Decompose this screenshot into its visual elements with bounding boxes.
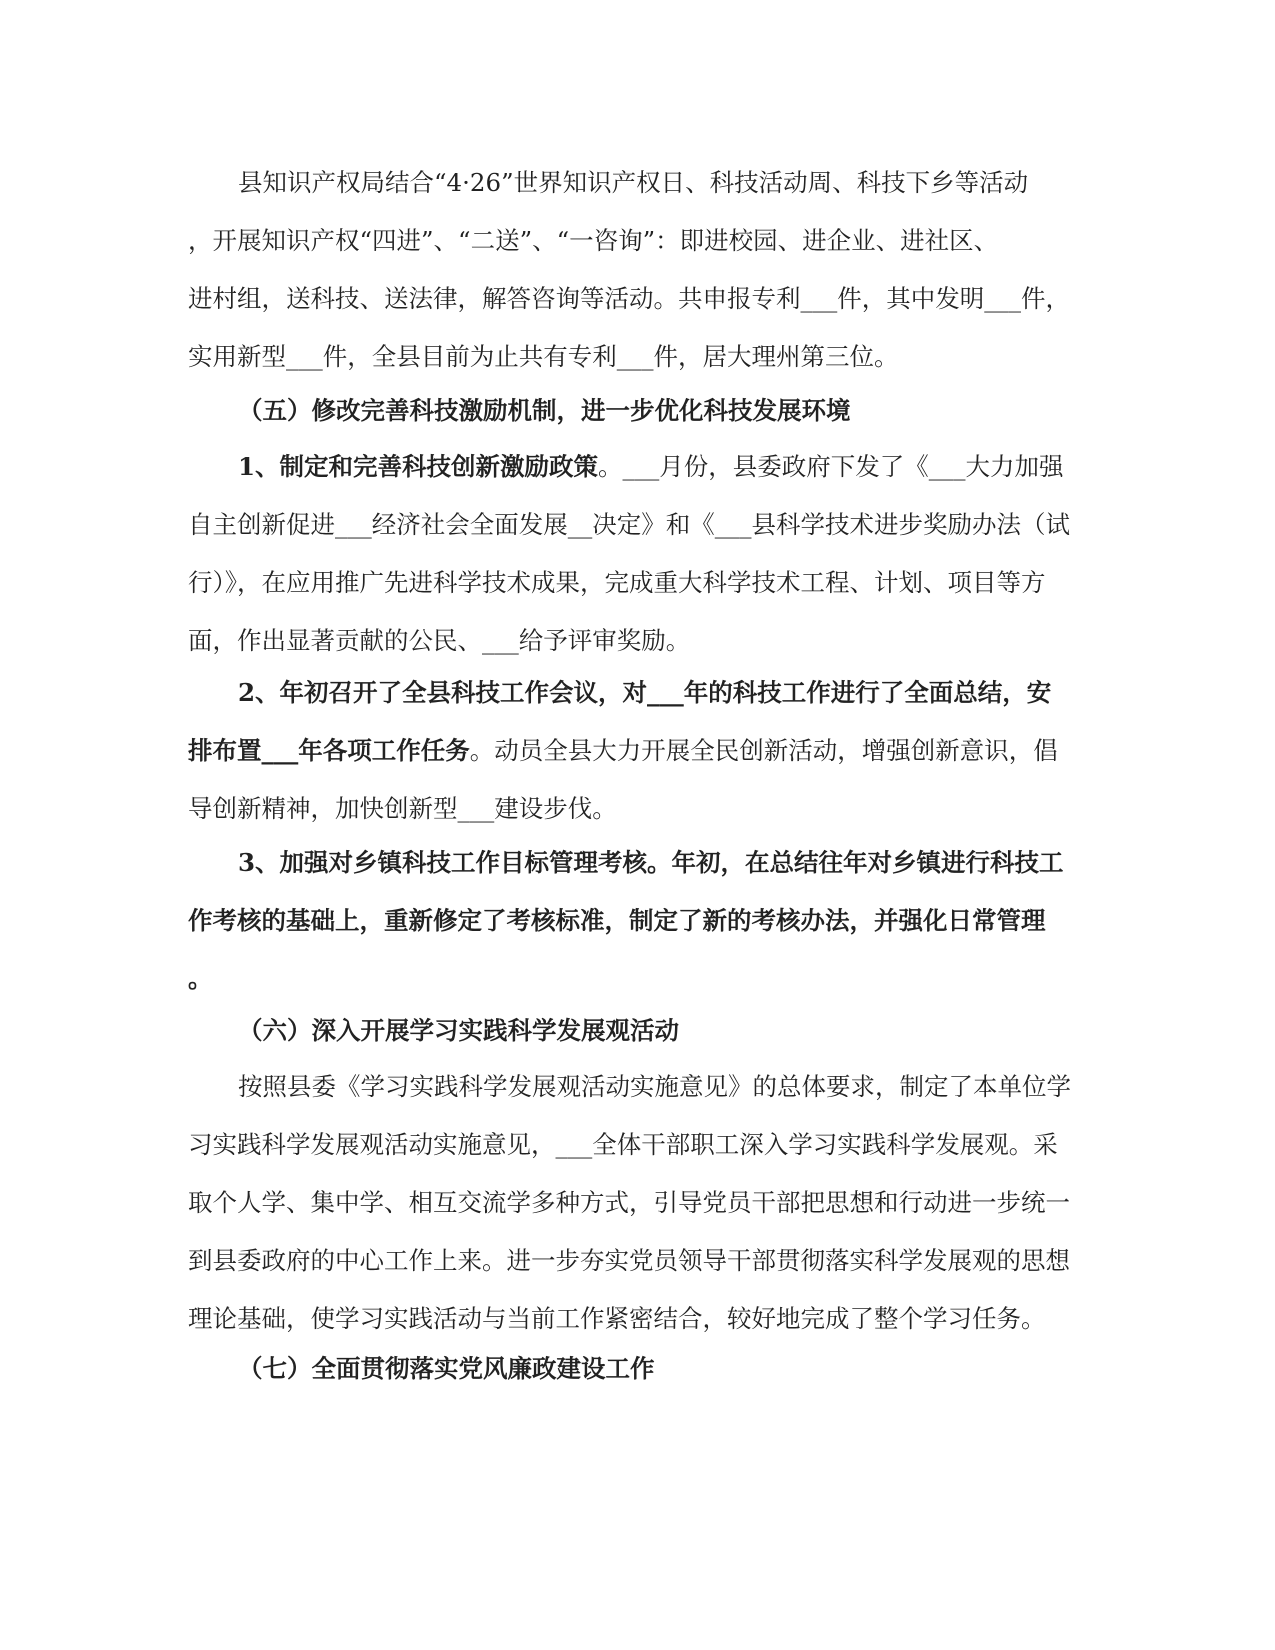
paragraph-ip-activities <box>188 154 1088 386</box>
text-rest: 。___月份，县委政府下发了《___大力加强 <box>598 452 1064 481</box>
section-heading: （六）深入开展学习实践科学发展观活动 <box>238 1016 679 1045</box>
section-7 <box>188 1340 1088 1398</box>
text-line: 行）》，在应用推广先进科学技术成果，完成重大科学技术工程、计划、项目等方 <box>188 568 1046 597</box>
bold-lead: 1、制定和完善科技创新激励政策 <box>238 452 599 481</box>
text-line: 取个人学、集中学、相互交流学多种方式，引导党员干部把思想和行动进一步统一 <box>188 1188 1070 1217</box>
text-line: 。 <box>188 964 213 993</box>
item-1-incentive-policy <box>188 438 1088 670</box>
text-line: 按照县委《学习实践科学发展观活动实施意见》的总体要求，制定了本单位学 <box>238 1072 1071 1101</box>
bold-lead: 排布置___年各项工作任务 <box>188 736 470 765</box>
text-line: 2、年初召开了全县科技工作会议，对___年的科技工作进行了全面总结，安 <box>238 678 1052 707</box>
text-line <box>188 438 1088 496</box>
paragraph-study-practice <box>188 1058 1088 1348</box>
text-line: 面，作出显著贡献的公民、___给予评审奖励。 <box>188 626 691 655</box>
section-5 <box>188 382 1088 440</box>
text-line: 县知识产权局结合“4·26”世界知识产权日、科技活动周、科技下乡等活动 <box>238 168 1029 197</box>
text-line: 自主创新促进___经济社会全面发展__决定》和《___县科学技术进步奖励办法（试 <box>188 510 1070 539</box>
text-line: 导创新精神，加快创新型___建设步伐。 <box>188 794 617 823</box>
text-line: ，开展知识产权“四进”、“二送”、“一咨询”：即进校园、进企业、进社区、 <box>188 226 999 255</box>
text-line: 实用新型___件，全县目前为止共有专利___件，居大理州第三位。 <box>188 342 899 371</box>
text-line: 3、加强对乡镇科技工作目标管理考核。年初，在总结往年对乡镇进行科技工 <box>238 848 1064 877</box>
text-line: 理论基础，使学习实践活动与当前工作紧密结合，较好地完成了整个学习任务。 <box>188 1304 1046 1333</box>
section-heading: （七）全面贯彻落实党风廉政建设工作 <box>238 1354 655 1383</box>
section-heading: （五）修改完善科技激励机制，进一步优化科技发展环境 <box>238 396 851 425</box>
text-line: 作考核的基础上，重新修定了考核标准，制定了新的考核办法，并强化日常管理 <box>188 906 1046 935</box>
text-line: 习实践科学发展观活动实施意见，___全体干部职工深入学习实践科学发展观。采 <box>188 1130 1058 1159</box>
text-line: 进村组，送科技、送法律，解答咨询等活动。共申报专利___件，其中发明___件， <box>188 284 1070 313</box>
item-3-assessment <box>188 834 1088 1008</box>
item-2-work-conference <box>188 664 1088 838</box>
section-6 <box>188 1002 1088 1060</box>
text-line <box>188 722 1088 780</box>
text-rest: 。动员全县大力开展全民创新活动，增强创新意识，倡 <box>469 736 1058 765</box>
text-line: 到县委政府的中心工作上来。进一步夯实党员领导干部贯彻落实科学发展观的思想 <box>188 1246 1070 1275</box>
